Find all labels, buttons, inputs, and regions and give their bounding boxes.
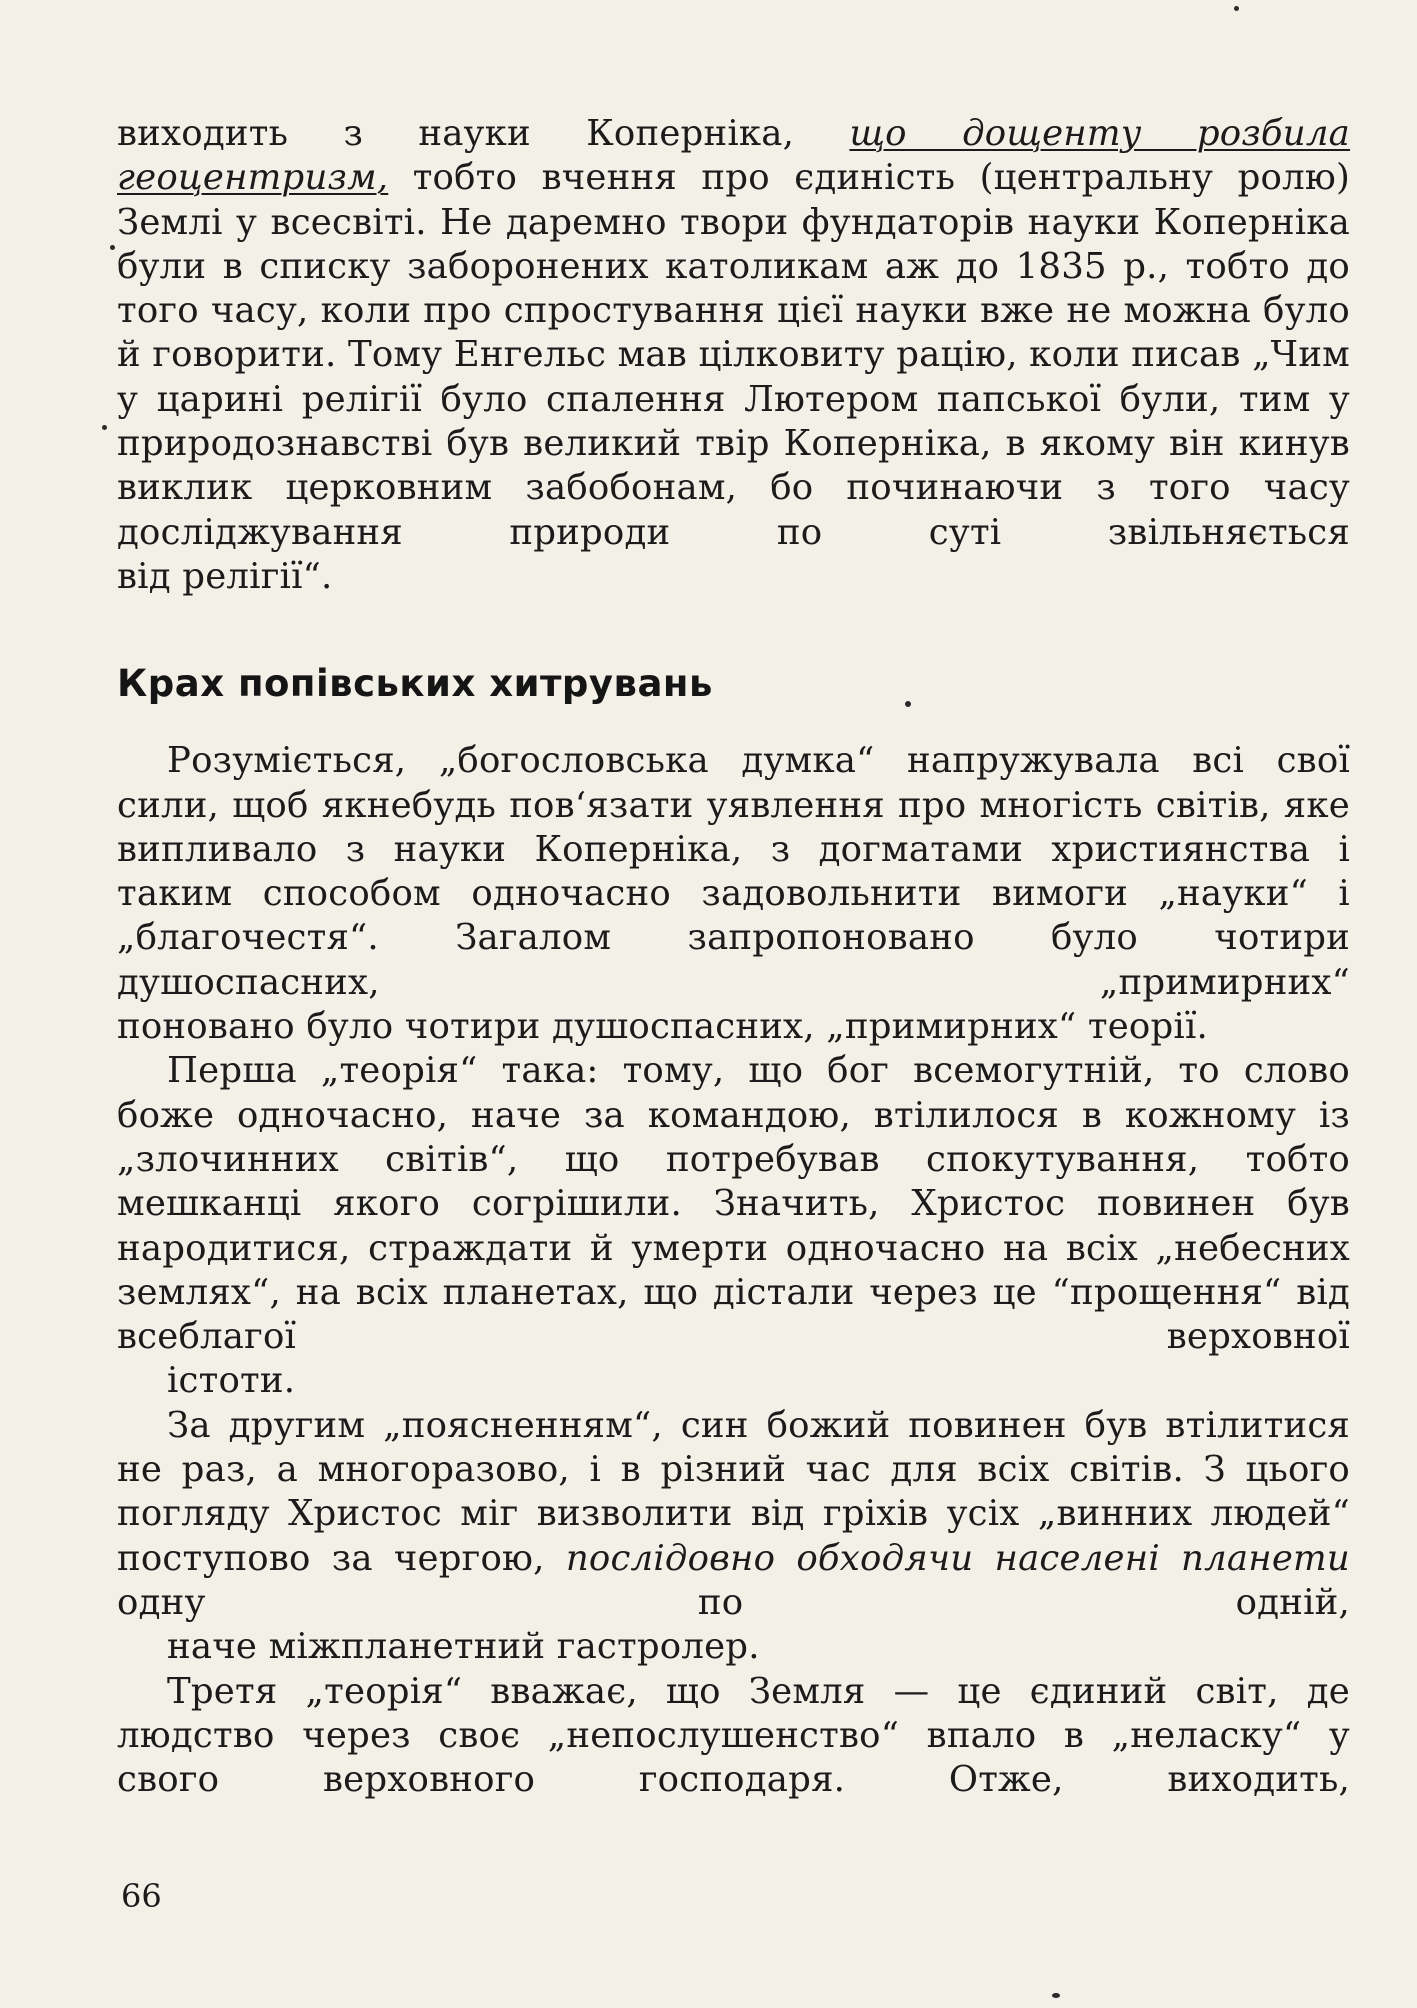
paragraph-theories-intro <box>117 739 1350 1005</box>
paper-speck <box>1234 6 1239 11</box>
paragraph-text: Розуміється, „богословська думка“ напружувала всі свої сили, щоб якнебудь пов‘язати уявлення про многість світів, яке випливало з науки Коперніка, з догматами християнства і таким способом одночасно задовольнити вимоги „науки“ і „благочестя“. Загалом запропоновано було чотири душоспасних, „примирних“ <box>117 740 1350 1003</box>
paper-speck <box>110 245 115 250</box>
text-column <box>117 112 1350 1802</box>
paragraph-text-b: одну по одній, <box>117 1581 1350 1623</box>
intro-emphasis: що дощенту розбила геоцентризм, <box>117 113 1350 199</box>
paragraph-text: Третя „теорія“ вважає, що Земля — це єдиний світ, де людство через своє „непослушенство“ впало в „неласку“ у свого верховного господаря. Отже, виходить, <box>117 1670 1350 1801</box>
paragraph-last-line: поновано було чотири душоспасних, „примирних“ теорії. <box>117 1006 1208 1048</box>
paper-speck <box>905 701 911 707</box>
page-number: 66 <box>121 1877 162 1915</box>
intro-text-a: виходить з науки Коперніка, <box>117 113 850 154</box>
paper-speck <box>1052 1993 1060 1998</box>
paragraph-text: Перша „теорія“ така: тому, що бог всемогутній, то слово боже одночасно, наче за командою, втілилося в кожному із „злочинних світів“, що потребував спокутування, тобто мешканці якого согрішили. Значить, Христос повинен був народитися, страждати й умерти одночасно на всіх „небесних землях“, на всіх планетах, що дістали через це “прощення“ від всеблагої верховної <box>117 1050 1350 1358</box>
paper-speck <box>102 425 107 430</box>
paragraph-last-line: наче міжпланетний гастролер. <box>167 1626 760 1668</box>
intro-paragraph <box>117 112 1350 599</box>
paragraph-last-line: істоти. <box>167 1360 296 1402</box>
section-heading: Крах попівських хитрувань <box>117 662 713 706</box>
paragraph-second-theory <box>117 1404 1350 1670</box>
intro-last-line: від релігії“. <box>117 555 333 597</box>
paragraph-text: За другим „поясненням“, син божий повинен був втілитися не раз, а многоразово, і в різний час для всіх світів. З цього погляду Христос міг визволити від гріхів усіх „винних людей“ поступово за чергою, <box>117 1404 1350 1579</box>
paragraph-theories-intro-end <box>117 1005 1350 1049</box>
paragraph-emphasis: послідовно обходячи населені планети <box>565 1537 1350 1579</box>
intro-text-rest: тобто вчення про єдиність (центральну ролю) Землі у всесвіті. Не даремно твори фундаторів науки Коперніка були в списку заборонених католикам аж до 1835 р., тобто до того часу, коли про спростування цієї науки вже не можна було й говорити. Тому Енгельс мав цілковиту рацію, коли писав „Чим у царині релігії було спалення Лютером папської були, тим у природознавстві був великий твір Коперніка, в якому він кинув виклик церковним забобонам, бо починаючи з того часу досліджування природи по суті звільняється <box>117 157 1350 553</box>
paragraph-third-theory <box>117 1670 1350 1803</box>
paragraph-first-theory <box>117 1049 1350 1403</box>
